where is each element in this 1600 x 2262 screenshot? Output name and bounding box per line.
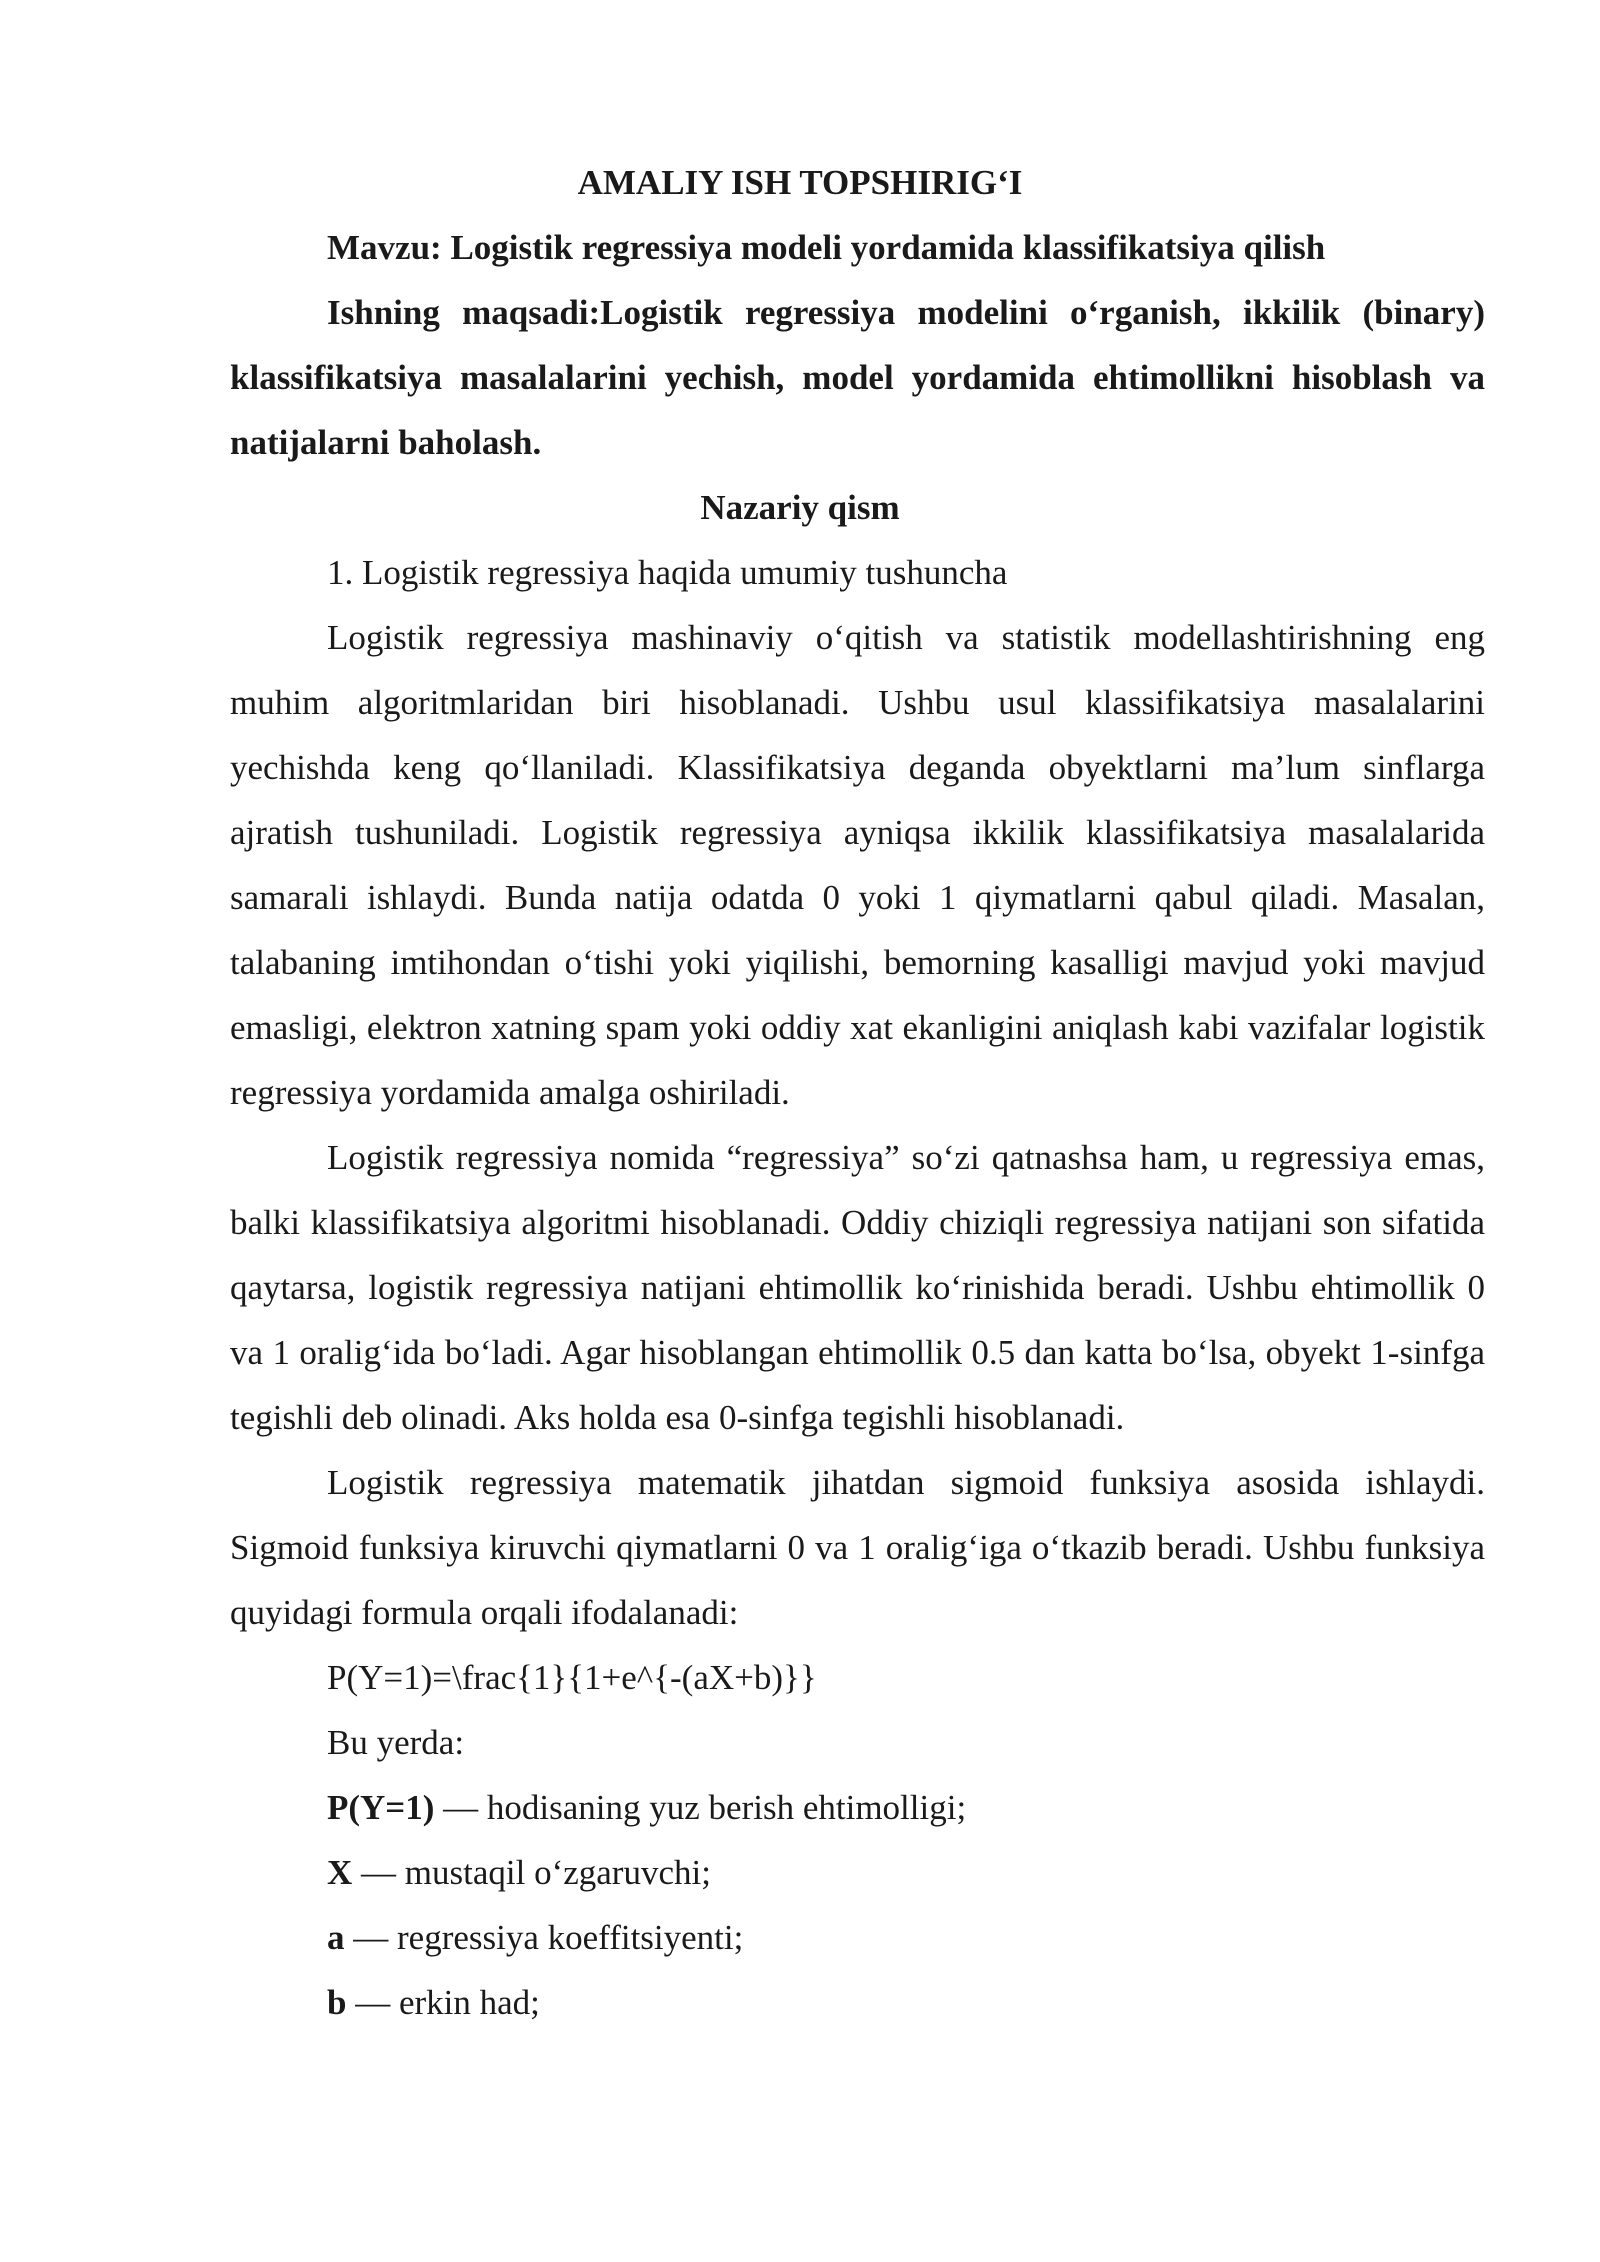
paragraph-3: Logistik regressiya matematik jihatdan sigmoid funksiya asosida ishlaydi. Sigmoid funksiya kiruvchi qiymatlarni 0 va 1 oralig‘iga o‘tkazib beradi. Ushbu funksiya quyidagi formula orqali ifodalanadi: <box>230 1463 1485 1632</box>
definition-term: P(Y=1) <box>327 1788 435 1827</box>
definition-term: X <box>327 1853 353 1892</box>
definition-item <box>230 1775 1485 1840</box>
subsection-title: 1. Logistik regressiya haqida umumiy tushuncha <box>327 553 1008 592</box>
definition-desc: — mustaqil o‘zgaruvchi; <box>352 1853 711 1892</box>
definition-desc: — regressiya koeffitsiyenti; <box>344 1918 744 1957</box>
definition-item <box>230 1905 1485 1970</box>
paragraph-1: Logistik regressiya mashinaviy o‘qitish va statistik modellashtirishning eng muhim algoritmlaridan biri hisoblanadi. Ushbu usul klassifikatsiya masalalarini yechishda keng qo‘llaniladi. Klassifikatsiya deganda obyektlarni ma’lum sinflarga ajratish tushuniladi. Logistik regressiya ayniqsa ikkilik klassifikatsiya masalalarida samarali ishlaydi. Bunda natija odatda 0 yoki 1 qiymatlarni qabul qiladi. Masalan, talabaning imtihondan o‘tishi yoki yiqilishi, bemorning kasalligi mavjud yoki mavjud emasligi, elektron xatning spam yoki oddiy xat ekanligini aniqlash kabi vazifalar logistik regressiya yordamida amalga oshiriladi. <box>230 618 1485 1112</box>
section-title: Nazariy qism <box>700 488 900 527</box>
topic-line: Mavzu: Logistik regressiya modeli yordamida klassifikatsiya qilish <box>327 228 1326 267</box>
definition-desc: — erkin had; <box>346 1983 540 2022</box>
definition-desc: — hodisaning yuz berish ehtimolligi; <box>434 1788 967 1827</box>
where-label: Bu yerda: <box>327 1723 465 1762</box>
definition-term: b <box>327 1983 347 2022</box>
definition-item <box>230 1970 1485 2035</box>
definition-term: a <box>327 1918 345 1957</box>
formula-line: P(Y=1)=\frac{1}{1+e^{-(aX+b)}} <box>327 1658 817 1697</box>
definition-item <box>230 1840 1485 1905</box>
paragraph-2: Logistik regressiya nomida “regressiya” so‘zi qatnashsa ham, u regressiya emas, balki klassifikatsiya algoritmi hisoblanadi. Oddiy chiziqli regressiya natijani son sifatida qaytarsa, logistik regressiya natijani ehtimollik ko‘rinishida beradi. Ushbu ehtimollik 0 va 1 oralig‘ida bo‘ladi. Agar hisoblangan ehtimollik 0.5 dan katta bo‘lsa, obyekt 1-sinfga tegishli deb olinadi. Aks holda esa 0-sinfga tegishli hisoblanadi. <box>230 1138 1485 1437</box>
document-title: AMALIY ISH TOPSHIRIG‘I <box>577 163 1023 202</box>
goal-paragraph: Ishning maqsadi:Logistik regressiya modelini o‘rganish, ikkilik (binary) klassifikatsiya masalalarini yechish, model yordamida ehtimollikni hisoblash va natijalarni baholash. <box>230 293 1485 462</box>
